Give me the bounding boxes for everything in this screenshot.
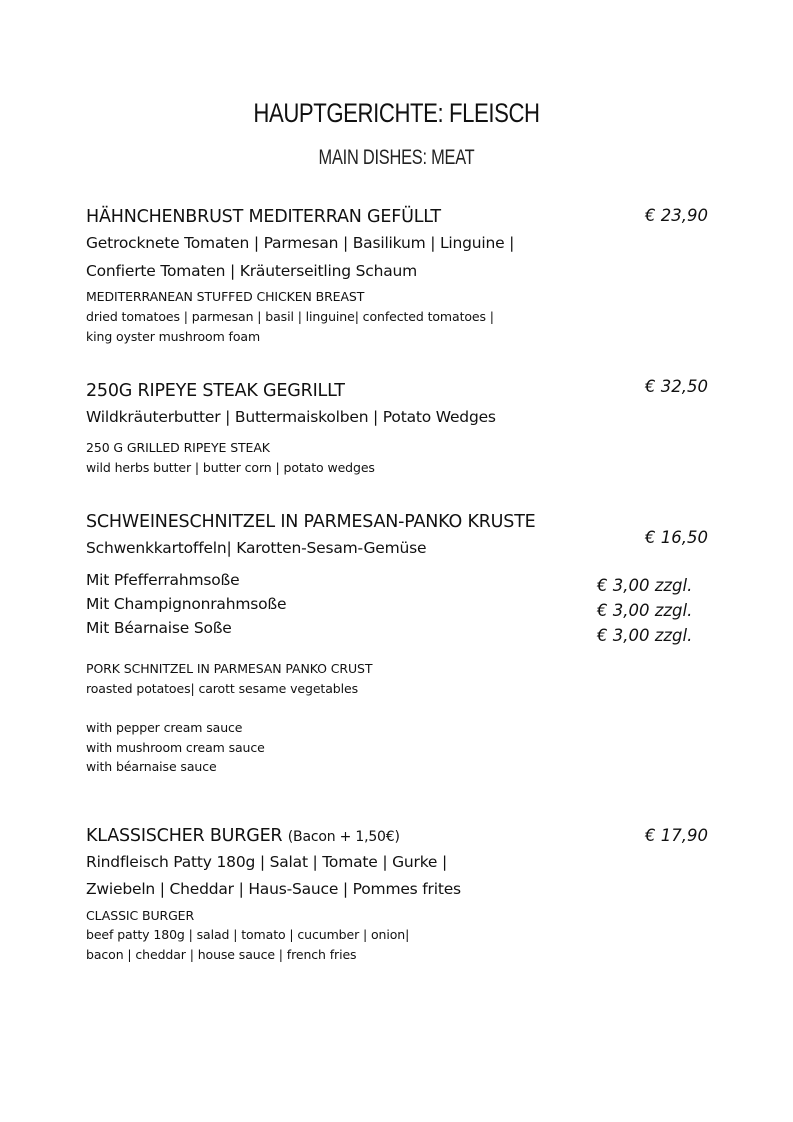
dish-description-de: Confierte Tomaten | Kräuterseitling Schaum [86, 262, 418, 280]
dish-description-de: Zwiebeln | Cheddar | Haus-Sauce | Pommes frites [86, 880, 461, 898]
dish-name-en: MEDITERRANEAN STUFFED CHICKEN BREAST [86, 289, 365, 304]
sauce-option-en: with pepper cream sauce [86, 720, 243, 735]
sauce-option: Mit Champignonrahmsoße [86, 595, 287, 613]
dish-description-de: Wildkräuterbutter | Buttermaiskolben | Potato Wedges [86, 408, 496, 426]
sauce-option-price: € 3,00 zzgl. [597, 576, 693, 595]
sauce-option-en: with béarnaise sauce [86, 759, 217, 774]
dish-name: SCHWEINESCHNITZEL IN PARMESAN-PANKO KRUSTE [86, 512, 536, 532]
sauce-option: Mit Pfefferrahmsoße [86, 571, 240, 589]
dish-name-en: 250 G GRILLED RIPEYE STEAK [86, 440, 270, 455]
sauce-option-price: € 3,00 zzgl. [597, 601, 693, 620]
dish-name: 250G RIPEYE STEAK GEGRILLT [86, 381, 345, 401]
menu-title: HAUPTGERICHTE: FLEISCH [253, 98, 540, 128]
dish-description-en: bacon | cheddar | house sauce | french fries [86, 947, 357, 962]
dish-description-de: Rindfleisch Patty 180g | Salat | Tomate | Gurke | [86, 853, 448, 871]
dish-price: € 16,50 [645, 528, 708, 547]
dish-name-main: KLASSISCHER BURGER [86, 826, 283, 846]
dish-description-en: king oyster mushroom foam [86, 329, 261, 344]
sauce-option-price: € 3,00 zzgl. [597, 626, 693, 645]
sauce-option: Mit Béarnaise Soße [86, 619, 232, 637]
dish-price: € 23,90 [645, 206, 708, 225]
dish-description-en: wild herbs butter | butter corn | potato wedges [86, 460, 375, 475]
dish-description-en: beef patty 180g | salad | tomato | cucumber | onion| [86, 927, 410, 942]
dish-price: € 17,90 [645, 826, 708, 845]
dish-description-en: dried tomatoes | parmesan | basil | linguine| confected tomatoes | [86, 309, 494, 324]
dish-description-de: Schwenkkartoffeln| Karotten-Sesam-Gemüse [86, 539, 427, 557]
dish-name: HÄHNCHENBRUST MEDITERRAN GEFÜLLT [86, 207, 441, 227]
dish-description-de: Getrocknete Tomaten | Parmesan | Basilikum | Linguine | [86, 234, 515, 252]
menu-subtitle: MAIN DISHES: MEAT [318, 146, 475, 169]
dish-description-en: roasted potatoes| carott sesame vegetables [86, 681, 358, 696]
sauce-option-en: with mushroom cream sauce [86, 740, 265, 755]
dish-name-en: CLASSIC BURGER [86, 908, 195, 923]
dish-name-addon: (Bacon + 1,50€) [287, 829, 400, 845]
dish-name [86, 826, 400, 846]
dish-name-en: PORK SCHNITZEL IN PARMESAN PANKO CRUST [86, 661, 373, 676]
dish-price: € 32,50 [645, 377, 708, 396]
